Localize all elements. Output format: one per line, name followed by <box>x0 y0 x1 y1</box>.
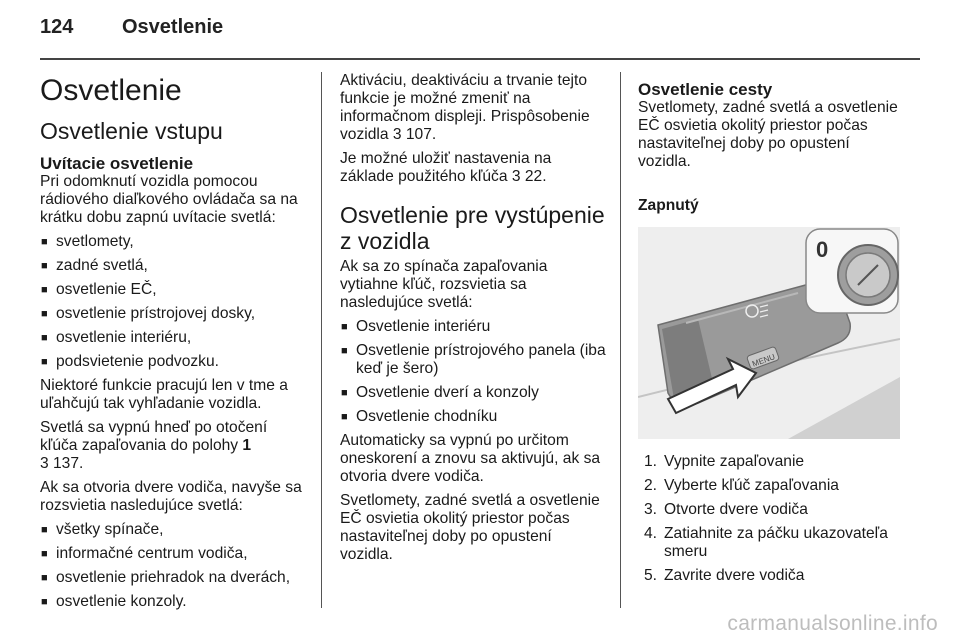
page-reference: 3 137. <box>40 455 84 472</box>
exit-intro: Ak sa zo spínača zapaľovania vytiahne kľúč, rozsvietia sa nasledujúce svetlá: <box>340 258 548 311</box>
stalk-diagram <box>638 227 900 439</box>
section-heading-path-lighting: Osvetlenie cesty <box>638 80 773 99</box>
paragraph-key-settings: Je možné uložiť nastavenia na základe použitého kľúča 3 22. <box>340 150 552 185</box>
list-item: 4. Zatiahnite za páčku ukazovateľa smeru <box>644 525 888 560</box>
watermark: carmanualsonline.info <box>727 612 938 635</box>
exit-list <box>340 318 608 426</box>
welcome-list <box>40 233 308 371</box>
door-list <box>40 521 308 611</box>
note-darkness: Niektoré funkcie pracujú len v tme a uľahčujú tak vyhľadanie vozidla. <box>40 377 288 412</box>
note-ignition: Svetlá sa vypnú hneď po otočení kľúča zapaľovania do polohy 1 3 137. <box>40 419 268 472</box>
list-item: ■ Osvetlenie chodníku <box>340 408 608 426</box>
dial-position-label: 0 <box>816 237 829 262</box>
column-divider <box>620 72 621 608</box>
list-item: ■ zadné svetlá, <box>40 257 308 275</box>
list-item: ■ Osvetlenie prístrojového panela (iba keď je šero) <box>340 342 608 378</box>
subsection-heading-welcome: Uvítacie osvetlenie <box>40 154 194 173</box>
chapter-title: Osvetlenie <box>40 74 182 107</box>
list-item: ■ Osvetlenie dverí a konzoly <box>340 384 608 402</box>
paragraph-activation: Aktiváciu, deaktiváciu a trvanie tejto funkcie je možné zmeniť na informačnom displeji. Prispôsobenie vozidla 3 107. <box>340 72 590 143</box>
paragraph-headlights: Svetlomety, zadné svetlá a osvetlenie EČ osvietia okolitý priestor počas nastaviteľnej doby po opustení vozidla. <box>340 492 600 563</box>
list-item: 1. Vypnite zapaľovanie <box>644 453 805 470</box>
list-item: ■ všetky spínače, <box>40 521 308 539</box>
turn-signal-stalk-illustration <box>638 227 900 439</box>
page-header <box>40 16 223 39</box>
column-2 <box>340 72 608 564</box>
column-1 <box>40 72 308 617</box>
section-title: Osvetlenie <box>122 16 224 38</box>
list-item: ■ osvetlenie konzoly. <box>40 593 308 611</box>
list-item: 2. Vyberte kľúč zapaľovania <box>644 477 839 494</box>
steps-list <box>644 453 906 585</box>
section-heading-exit-lighting: Osvetlenie pre vystúpenie z vozidla <box>340 202 605 254</box>
list-item: ■ osvetlenie interiéru, <box>40 329 308 347</box>
ignition-dial-inset <box>806 229 898 313</box>
state-label: Zapnutý <box>638 197 699 214</box>
section-heading-entry-lighting: Osvetlenie vstupu <box>40 118 223 144</box>
note-driver-door: Ak sa otvoria dvere vodiča, navyše sa rozsvietia nasledujúce svetlá: <box>40 479 302 514</box>
welcome-intro: Pri odomknutí vozidla pomocou rádiového diaľkového ovládača sa na krátku dobu zapnú uvítacie svetlá: <box>40 173 298 226</box>
list-item: 5. Zavrite dvere vodiča <box>644 567 805 584</box>
list-item: ■ osvetlenie priehradok na dverách, <box>40 569 308 587</box>
column-divider <box>321 72 322 608</box>
ignition-position: 1 <box>242 437 252 454</box>
stalk-button-label: MENU <box>751 352 777 369</box>
page-number: 124 <box>40 16 74 38</box>
list-item: ■ svetlomety, <box>40 233 308 251</box>
column-3 <box>638 72 906 591</box>
list-item: ■ Osvetlenie interiéru <box>340 318 608 336</box>
list-item: ■ osvetlenie EČ, <box>40 281 308 299</box>
paragraph-auto-off: Automaticky sa vypnú po určitom oneskorení a znovu sa aktivujú, ak sa otvoria dvere vodiča. <box>340 432 601 485</box>
list-item: ■ podsvietenie podvozku. <box>40 353 308 371</box>
path-intro: Svetlomety, zadné svetlá a osvetlenie EČ osvietia okolitý priestor počas nastaviteľnej doby po opustení vozidla. <box>638 99 898 170</box>
header-rule <box>40 58 920 60</box>
list-item: 3. Otvorte dvere vodiča <box>644 501 808 518</box>
list-item: ■ osvetlenie prístrojovej dosky, <box>40 305 308 323</box>
list-item: ■ informačné centrum vodiča, <box>40 545 308 563</box>
